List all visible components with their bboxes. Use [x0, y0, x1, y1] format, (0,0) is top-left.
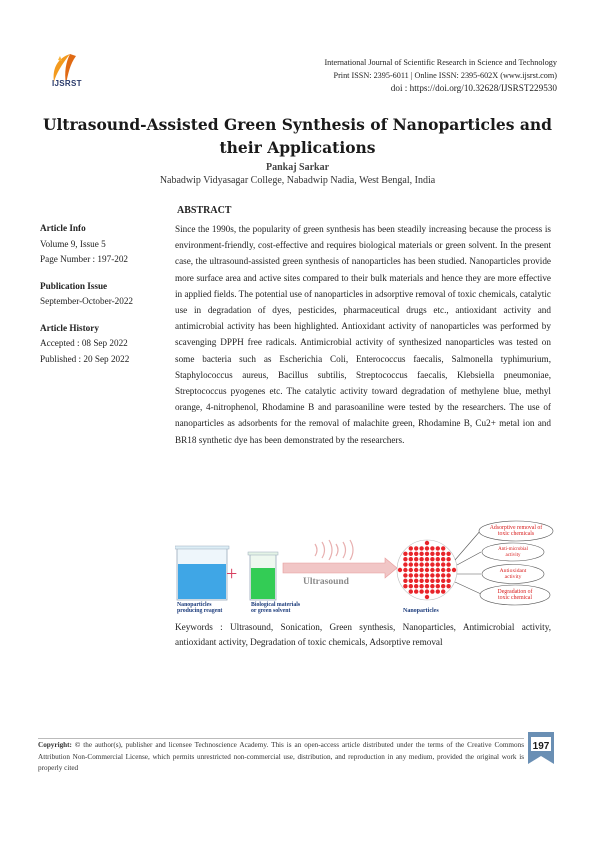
nanoparticle-dot — [419, 584, 423, 588]
nanoparticle-dot — [409, 568, 413, 572]
nanoparticle-dot — [414, 573, 418, 577]
nanoparticle-dot — [409, 557, 413, 561]
nanoparticle-dot — [430, 562, 434, 566]
footer-divider — [38, 738, 524, 739]
nanoparticle-dot — [425, 546, 429, 550]
nanoparticle-dot — [414, 589, 418, 593]
nanoparticle-dot — [436, 552, 440, 556]
copyright-footer — [38, 740, 524, 775]
publication-issue-value: September-October-2022 — [40, 296, 134, 306]
nanoparticle-dot — [403, 557, 407, 561]
nanoparticles-label: Nanoparticles — [403, 608, 439, 614]
abstract-text: Since the 1990s, the popularity of green synthesis has been steadily increasing because the process is environment-friendly, cost-effective and requires biological materials or green solvent. In the present case, the ultrasound-assisted green synthesis of nanoparticles has been studied. Nanoparticles provide more surface area and active sites compared to their bulk materials and hence they are more effective in applied fields. The potential use of nanoparticles in adsorptive removal of toxic chemicals, catalytic use in degradation of dyes, pesticides, pharmaceutical drugs etc., antioxidant activity and antimicrobial activity has been highlighted. Antioxidant activity of nanoparticles was performed by scavenging DPPH free radicals. Antimicrobial activity of synthesized nanoparticles was tested on some bacteria such as Escherichia Coli, Enterococcus faecalis, Salmonella typhimurium, Staphylococcus aureus, Bacillus subtilis, Streptococcus faecalis, Klebsiella pneumoniae, Streptococcus pyogenes etc. The catalytic activity toward degradation of methylene blue, methyl orange, 4-nitrophenol, Rhodamine B and parasoaniline were tested by the researchers. The use of nanoparticles as adsorbents for the removal of malachite green, Rhodamine B, Cu2+ metal ion and BR18 synthetic dye has been demonstrated by the researchers. — [175, 224, 551, 445]
nanoparticle-dot — [425, 552, 429, 556]
plus-sign: + — [226, 563, 238, 585]
nanoparticle-dot — [436, 573, 440, 577]
nanoparticle-dot — [403, 579, 407, 583]
beaker-reagent — [175, 546, 229, 600]
nanoparticle-dot — [403, 584, 407, 588]
nanoparticle-dot — [425, 562, 429, 566]
nanoparticle-dot — [436, 546, 440, 550]
app-adsorptive-1: Adsorptive removal of — [489, 525, 543, 531]
nanoparticle-dot — [414, 584, 418, 588]
nanoparticle-dot — [446, 562, 450, 566]
app-degradation-1: Degradation of — [497, 589, 533, 595]
nanoparticle-dot — [403, 568, 407, 572]
nanoparticle-dot — [414, 546, 418, 550]
nanoparticle-dot — [414, 568, 418, 572]
keywords: Keywords : Ultrasound, Sonication, Green synthesis, Nanoparticles, Antimicrobial activity, antioxidant activity, Degradation of toxic chemicals, Adsorptive removal — [175, 622, 551, 648]
nanoparticle-dot — [419, 557, 423, 561]
beaker-reagent-label-2: producing reagent — [177, 608, 223, 614]
nanoparticle-dot — [430, 557, 434, 561]
nanoparticle-dot — [441, 552, 445, 556]
nanoparticle-dot — [436, 589, 440, 593]
nanoparticle-dot — [419, 546, 423, 550]
application-antioxidant — [482, 565, 544, 584]
nanoparticle-dot — [430, 568, 434, 572]
application-adsorptive — [479, 521, 553, 541]
nanoparticle-dot — [430, 589, 434, 593]
app-degradation-2: toxic chemical — [498, 595, 532, 601]
publication-issue-heading: Publication Issue — [40, 280, 108, 291]
nanoparticle-dot — [425, 589, 429, 593]
nanoparticle-dot — [430, 546, 434, 550]
app-antimicrobial-1: Anti-microbial — [498, 547, 528, 552]
nanoparticle-dot — [446, 552, 450, 556]
page-number: 197 — [532, 741, 550, 752]
nanoparticle-dot — [425, 579, 429, 583]
logo-text: IJSRST — [52, 79, 82, 88]
nanoparticle-dot — [436, 557, 440, 561]
nanoparticle-dot — [409, 546, 413, 550]
accepted-date: Accepted : 08 Sep 2022 — [40, 338, 128, 348]
nanoparticle-dot — [441, 589, 445, 593]
nanoparticle-dot — [409, 584, 413, 588]
nanoparticle-dot — [425, 557, 429, 561]
journal-name: International Journal of Scientific Research in Science and Technology — [324, 58, 557, 67]
nanoparticle-dot — [446, 573, 450, 577]
nanoparticle-dot — [452, 568, 456, 572]
nanoparticle-dot — [441, 562, 445, 566]
author-name: Pankaj Sarkar — [265, 162, 330, 173]
copyright-label: Copyright: — [38, 741, 72, 749]
nanoparticle-dot — [419, 552, 423, 556]
nanoparticle-dot — [441, 568, 445, 572]
green-liquid — [251, 568, 275, 599]
nanoparticle-dot — [441, 584, 445, 588]
article-pages: Page Number : 197-202 — [40, 254, 129, 264]
application-degradation — [480, 585, 550, 605]
nanoparticle-dot — [425, 595, 429, 599]
nanoparticle-dot — [425, 541, 429, 545]
process-arrow — [283, 558, 397, 578]
nanoparticle-dot — [436, 584, 440, 588]
nanoparticle-dot — [446, 557, 450, 561]
nanoparticle-dot — [409, 579, 413, 583]
nanoparticle-dot — [425, 568, 429, 572]
nanoparticle-dot — [403, 562, 407, 566]
paper-title: Ultrasound-Assisted Green Synthesis of Nanoparticles and their Applications — [42, 115, 553, 157]
nanoparticle-dot — [436, 579, 440, 583]
blue-liquid — [178, 564, 226, 599]
nanoparticle-dot — [409, 562, 413, 566]
app-antimicrobial-2: activity — [505, 553, 521, 558]
nanoparticle-dot — [441, 579, 445, 583]
ultrasound-label: Ultrasound — [303, 577, 349, 587]
beaker-green-label-1: Biological materials — [251, 602, 301, 608]
app-antioxidant-2: activity — [504, 574, 522, 580]
graphical-abstract — [175, 520, 555, 620]
nanoparticle-dot — [430, 552, 434, 556]
nanoparticle-dot — [403, 573, 407, 577]
ultrasound-waves — [315, 540, 353, 560]
nanoparticle-dot — [441, 557, 445, 561]
nanoparticle-dot — [441, 546, 445, 550]
nanoparticle-dot — [419, 568, 423, 572]
nanoparticle-dot — [414, 562, 418, 566]
beaker-green-solvent — [248, 552, 278, 600]
nanoparticle-dot — [425, 573, 429, 577]
nanoparticle-dot — [409, 573, 413, 577]
published-date: Published : 20 Sep 2022 — [40, 353, 130, 364]
beaker-green-label-2: or green solvent — [251, 608, 291, 614]
application-connectors — [455, 530, 481, 594]
abstract-heading: ABSTRACT — [177, 205, 232, 216]
app-adsorptive-2: toxic chemicals — [497, 531, 535, 537]
nanoparticle-dot — [419, 589, 423, 593]
nanoparticle-dot — [409, 589, 413, 593]
nanoparticle-dot — [446, 584, 450, 588]
nanoparticle-dot — [446, 579, 450, 583]
nanoparticle-dot — [409, 552, 413, 556]
article-volume: Volume 9, Issue 5 — [40, 238, 106, 249]
app-antioxidant-1: Antioxidant — [499, 568, 527, 574]
nanoparticle-dot — [414, 552, 418, 556]
beaker-reagent-label-1: Nanoparticles — [177, 602, 212, 608]
nanoparticle-dot — [436, 568, 440, 572]
nanoparticle-dot — [419, 562, 423, 566]
journal-header — [324, 56, 557, 95]
application-antimicrobial — [482, 543, 544, 561]
author-affiliation: Nabadwip Vidyasagar College, Nabadwip Nadia, West Bengal, India — [159, 175, 436, 186]
article-history-heading: Article History — [40, 322, 99, 333]
article-meta — [40, 221, 170, 367]
nanoparticle-dot — [403, 552, 407, 556]
nanoparticle-dot — [430, 579, 434, 583]
nanoparticle-dot — [414, 557, 418, 561]
nanoparticle-dot — [398, 568, 402, 572]
nanoparticle-dot — [441, 573, 445, 577]
copyright-text: the author(s), publisher and licensee Technoscience Academy. This is an open-access article distributed under the terms of the Creative Commons Attribution Non-Commercial License, which permits unrestricted non-commercial use, distribution, and reproduction in any medium, provided the original work is properly cited — [38, 741, 525, 773]
nanoparticle-dot — [430, 584, 434, 588]
nanoparticle-dot — [414, 579, 418, 583]
nanoparticle-dot — [430, 573, 434, 577]
nanoparticle-dot — [419, 573, 423, 577]
copyright-symbol: © — [74, 741, 81, 749]
journal-doi[interactable]: doi : https://doi.org/10.32628/IJSRST229530 — [390, 83, 557, 93]
journal-issn: Print ISSN: 2395-6011 | Online ISSN: 2395-602X (www.ijsrst.com) — [333, 71, 557, 80]
nanoparticle-dot — [419, 579, 423, 583]
nanoparticle-dot — [436, 562, 440, 566]
nanoparticle-dot — [425, 584, 429, 588]
nanoparticle-cluster — [397, 540, 457, 600]
article-info-heading: Article Info — [40, 223, 86, 233]
nanoparticle-dot — [446, 568, 450, 572]
